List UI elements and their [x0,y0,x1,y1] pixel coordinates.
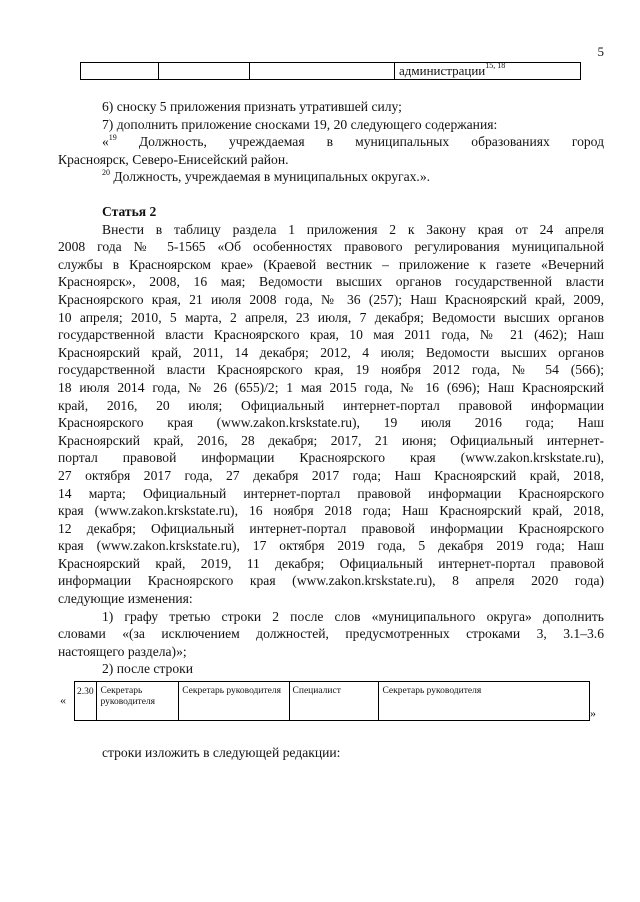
table-cell: Секретарь руководителя [379,682,590,721]
quoted-row-table [58,681,604,721]
open-quote: « [60,693,66,707]
table-cell: Секретарь руководителя [97,682,179,721]
page-number: 5 [597,44,604,59]
article-heading: Статья 2 [102,204,157,219]
footnote-19-line1: «$^{19}$ Должность, учреждаемая в муниципальных образованиях город [102,133,604,150]
item-7: 7) дополнить приложение сносками 19, 20 следующего содержания: [102,116,498,132]
closing-text: строки изложить в следующей редакции: [102,745,341,760]
item-6: 6) сноску 5 приложения признать утратившей силу; [102,99,402,114]
closing-paragraph [58,744,604,762]
table-cell [159,63,250,80]
close-quote: » [590,706,596,720]
article-paragraph: Внести в таблицу раздела 1 приложения 2 к Закону края от 24 апреля 2008 года № 5-1565 «Об особенностях правового регулирования муниципальной службы в Красноярском крае» (Краевой вестник – приложение к газете «Вечерний Красноярск», 2008, 16 мая; Ведомости высших органов государственной власти Красноярского края, 21 июля 2008 года, № 36 (257); Наш Красноярский край, 2009, 10 апреля; 2010, 5 марта, 2 апреля, 23 июля, 7 декабря; Ведомости высших органов государственной власти Красноярского края, 10 мая 2011 года, № 21 (462); Наш Красноярский край, 2011, 14 декабря; 2012, 4 июля; Ведомости высших органов государственной власти Красноярского края, 19 ноября 2012 года, № 54 (566); 18 июля 2014 года, № 26 (655)/2; 1 мая 2015 года, № 16 (696); Наш Красноярский край, 2016, 20 июля; Официальный интернет-портал правовой информации Красноярского края (www.zakon.krskstate.ru), 19 июля 2016 года; Наш Красноярский край, 2016, 28 декабря; 2017, 21 июня; Официальный интернет- портал правовой информации Красноярского края (www.zakon.krskstate.ru), 27 октября 2017 года, 27 декабря 2017 года; Наш Красноярский край, 2018, 14 марта; Официальный интернет-портал правовой информации Красноярского края (www.zakon.krskstate.ru), 16 ноября 2018 года; Наш Красноярский край, 2018, 12 декабря; Официальный интернет-портал правовой информации Красноярского края (www.zakon.krskstate.ru), 17 октября 2019 года, 5 декабря 2019 года; Наш Красноярский край, 2019, 11 декабря; Официальный интернет-портал правовой информации Красноярского края (www.zakon.krskstate.ru), 8 апреля 2020 года) следующие изменения: [58,221,604,607]
table-cell: Специалист [289,682,379,721]
footnote-19-line2: Красноярск, Северо-Енисейский район. [58,151,289,167]
table-cell [395,63,581,80]
subitem-1: 1) графу третью строки 2 после слов «муниципального округа» дополнить словами «(за исключением должностей, предусмотренных строками 3, 3.1–3.6 настоящего раздела)»; [58,608,604,659]
article-2 [58,203,604,678]
table-row [81,63,581,80]
table-cell [250,63,395,80]
table-cell [81,63,159,80]
footnote-19-open: «$^{19}$ [102,133,117,150]
amendment-items [58,98,604,186]
subitem-2: 2) после строки [102,661,193,677]
footnote-ref: 15, 18 [485,61,506,70]
continued-table [80,62,581,80]
table-row [75,682,590,721]
footnote-20: $^{20}$ Должность, учреждаемая в муниципальных округах.». [102,168,431,185]
table-cell: Секретарь руководителя [179,682,289,721]
row-number: 2.30 [75,682,97,721]
cell-text: администрации [399,63,486,78]
